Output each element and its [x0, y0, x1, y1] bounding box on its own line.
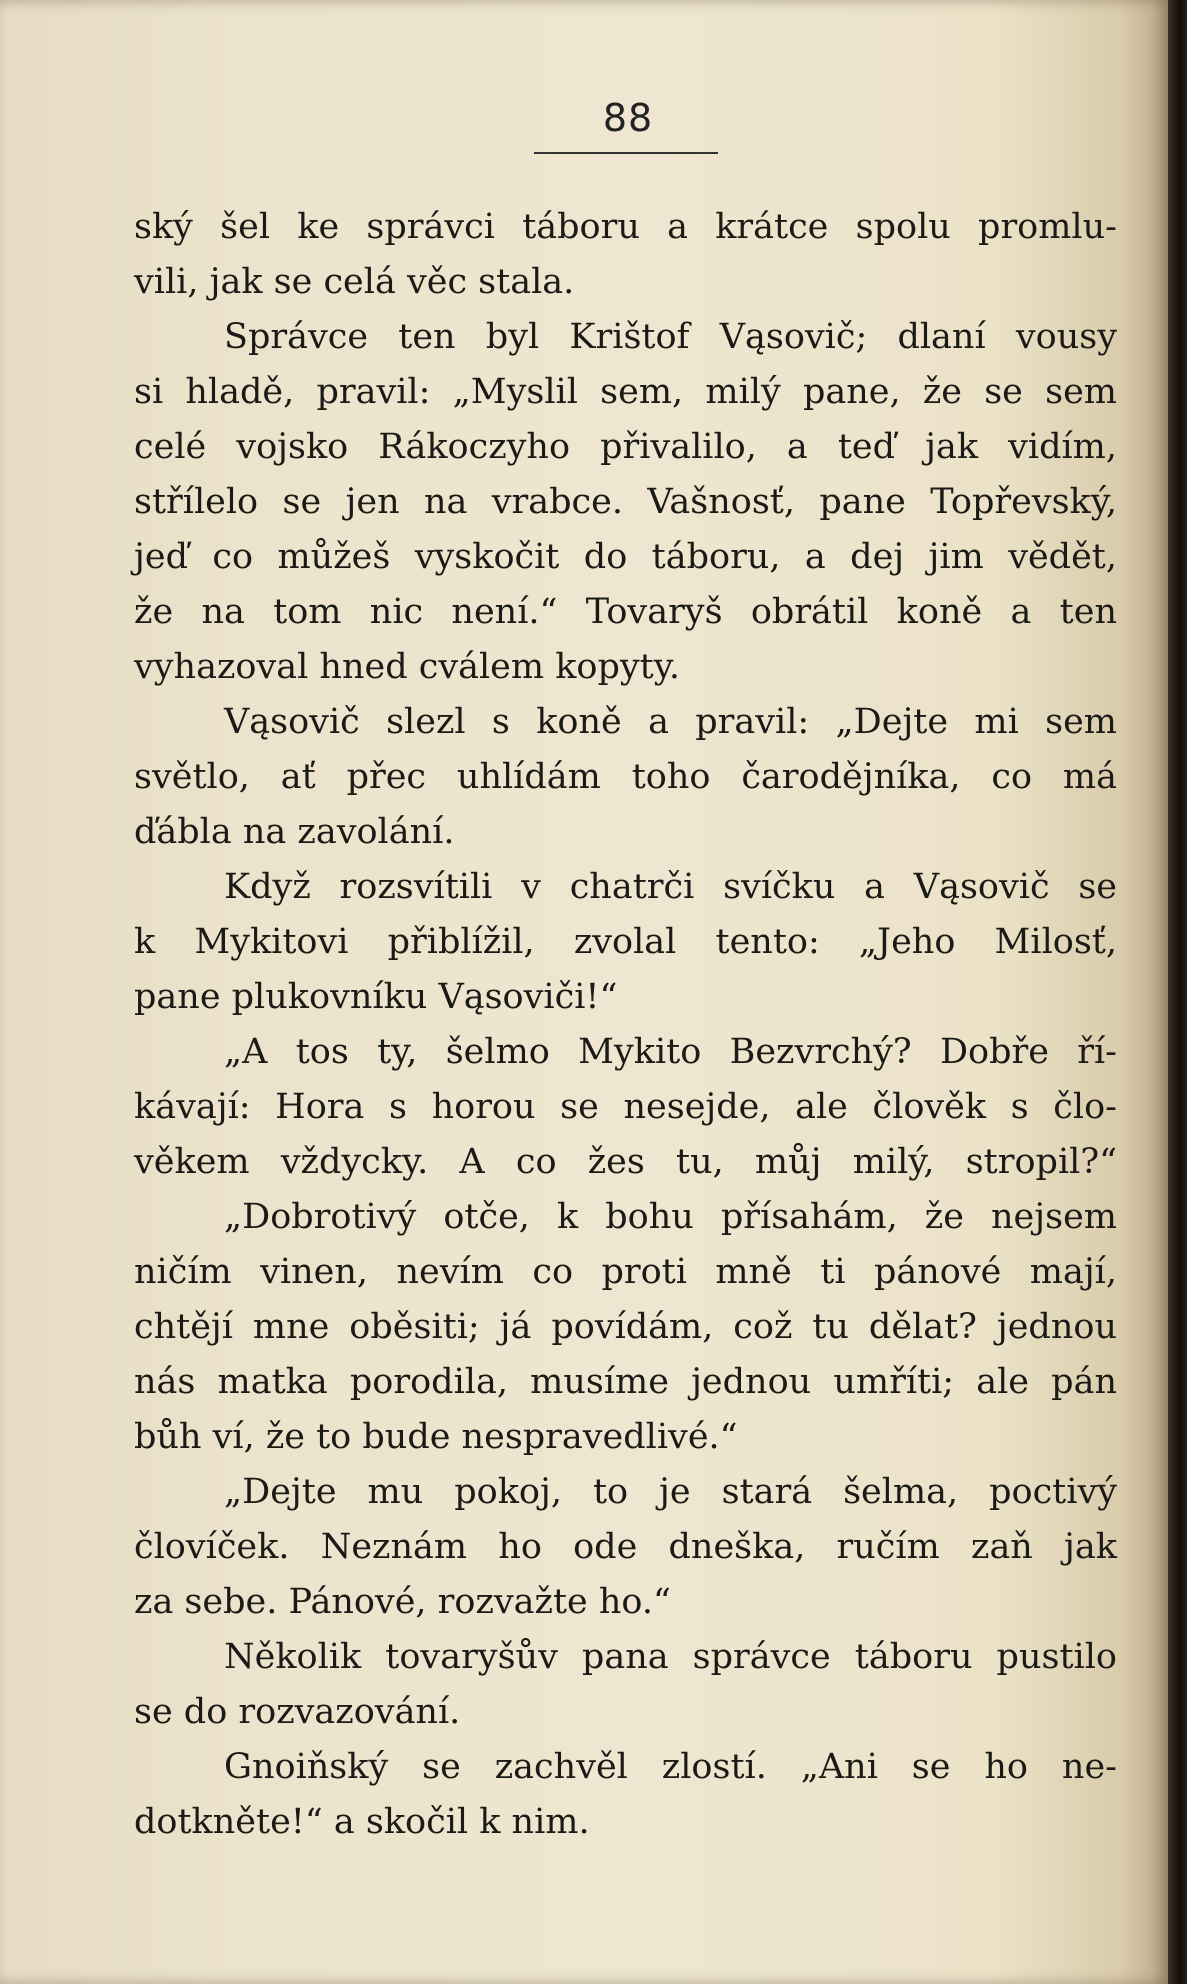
- text-line: střílelo se jen na vrabce. Vašnosť, pane Topřevský,: [134, 482, 1117, 522]
- text-line: se do rozvazování.: [134, 1692, 461, 1732]
- text-line: ničím vinen, nevím co proti mně ti pánové mají,: [134, 1252, 1117, 1292]
- text-line: Vąsovič slezl s koně a pravil: „Dejte mi sem: [224, 702, 1117, 742]
- text-line: Několik tovaryšův pana správce táboru pustilo: [224, 1637, 1117, 1677]
- text-line: za sebe. Pánové, rozvažte ho.“: [134, 1582, 671, 1622]
- book-gutter: [1168, 0, 1187, 1984]
- text-line: „Dobrotivý otče, k bohu přísahám, že nejsem: [224, 1197, 1117, 1237]
- text-line: „A tos ty, šelmo Mykito Bezvrchý? Dobře ří-: [224, 1032, 1117, 1072]
- text-line: věkem vždycky. A co žes tu, můj milý, stropil?“: [134, 1142, 1117, 1182]
- text-line: vyhazoval hned cválem kopyty.: [134, 647, 680, 687]
- header-rule: [534, 152, 718, 154]
- text-line: dotkněte!“ a skočil k nim.: [134, 1802, 590, 1842]
- text-line: že na tom nic není.“ Tovaryš obrátil koně a ten: [134, 592, 1117, 632]
- text-line: bůh ví, že to bude nespravedlivé.“: [134, 1417, 738, 1457]
- text-line: Když rozsvítili v chatrči svíčku a Vąsovič se: [224, 867, 1117, 907]
- text-line: vili, jak se celá věc stala.: [134, 262, 575, 302]
- text-line: ský šel ke správci táboru a krátce spolu promlu-: [134, 207, 1117, 247]
- text-line: si hladě, pravil: „Myslil sem, milý pane, že se sem: [134, 372, 1117, 412]
- page-number: 88: [602, 96, 654, 140]
- text-line: človíček. Neznám ho ode dneška, ručím zaň jak: [134, 1527, 1117, 1567]
- text-line: nás matka porodila, musíme jednou umříti; ale pán: [134, 1362, 1117, 1402]
- text-line: kávají: Hora s horou se nesejde, ale člověk s člo-: [134, 1087, 1117, 1127]
- text-line: Gnoiňský se zachvěl zlostí. „Ani se ho ne-: [224, 1747, 1117, 1787]
- text-line: k Mykitovi přiblížil, zvolal tento: „Jeho Milosť,: [134, 922, 1117, 962]
- text-line: celé vojsko Rákoczyho přivalilo, a teď jak vidím,: [134, 427, 1117, 467]
- text-line: ďábla na zavolání.: [134, 812, 455, 852]
- body-text: [134, 200, 1117, 1850]
- text-line: Správce ten byl Krištof Vąsovič; dlaní vousy: [224, 317, 1117, 357]
- text-line: pane plukovníku Vąsoviči!“: [134, 977, 618, 1017]
- text-line: světlo, ať přec uhlídám toho čarodějníka, co má: [134, 757, 1117, 797]
- text-line: chtějí mne oběsiti; já povídám, což tu dělat? jednou: [134, 1307, 1117, 1347]
- text-line: jeď co můžeš vyskočit do táboru, a dej jim vědět,: [134, 537, 1117, 577]
- text-line: „Dejte mu pokoj, to je stará šelma, poctivý: [224, 1472, 1117, 1512]
